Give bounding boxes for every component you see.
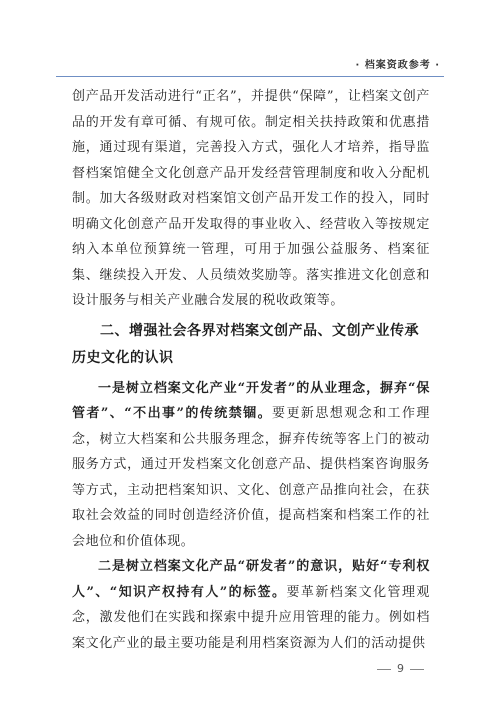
footer-dash-left — [377, 669, 391, 670]
running-header: · 档案资政参考 · — [355, 60, 440, 71]
page-footer — [0, 662, 500, 675]
section-heading: 二、增强社会各界对档案文创产品、文创产业传承历史文化的认识 — [72, 322, 419, 366]
paragraph-lead: 一是树立档案文化产业“开发者”的从业理念，摒弃“保管者”、“不出事”的传统禁锢。 — [72, 380, 430, 421]
page-number: 9 — [397, 662, 404, 675]
paragraph-first-point — [72, 376, 430, 555]
paragraph-body: 要革新档案文化管理观念，激发他们在实践和探索中提升应用管理的能力。例如档案文化产业的最主要功能是利用档案资源为人们的活动提供 — [72, 584, 430, 651]
paragraph-continued: 创产品开发活动进行“正名”，并提供“保障”，让档案文创产品的开发有章可循、有规可依。制定相关扶持政策和优惠措施，通过现有渠道，完善投入方式，强化人才培养，指导监督档案馆健全文化创意产品开发经营管理制度和收入分配机制。加大各级财政对档案馆文创产品开发工作的投入，同时明确文化创意产品开发取得的事业收入、经营收入等按规定纳入本单位预算统一管理，可用于加强公益服务、档案征集、继续投入开发、人员绩效奖励等。落实推进文化创意和设计服务与相关产业融合发展的税收政策等。 — [72, 89, 430, 308]
footer-dash-right — [410, 669, 424, 670]
paragraph-lead: 二是树立档案文化产品“研发者”的意识，贴好“专利权人”、“知识产权持有人”的标签。 — [72, 559, 430, 600]
paragraph-second-point — [72, 554, 430, 656]
paragraph-body: 要更新思想观念和工作理念，树立大档案和公共服务理念，摒弃传统等客上门的被动服务方式，通过开发档案文化创意产品、提供档案咨询服务等方式，主动把档案知识、文化、创意产品推向社会，在获取社会效益的同时创造经济价值，提高档案和档案工作的社会地位和价值体现。 — [72, 406, 430, 549]
header-rule — [56, 76, 444, 77]
body-text — [72, 84, 430, 656]
